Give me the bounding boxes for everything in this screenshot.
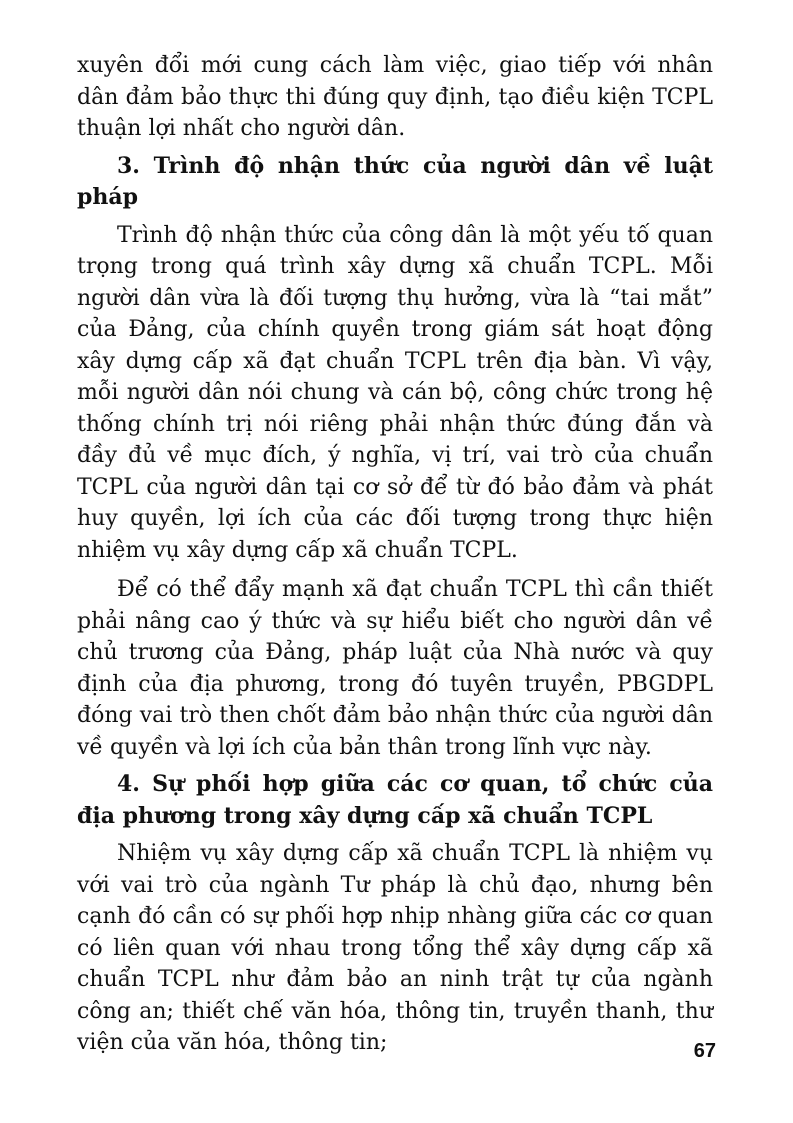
section-heading-3: 3. Trình độ nhận thức của người dân về luật pháp bbox=[77, 152, 713, 210]
paragraph-coordination: Nhiệm vụ xây dựng cấp xã chuẩn TCPL là nhiệm vụ với vai trò của ngành Tư pháp là chủ đạo, nhưng bên cạnh đó cần có sự phối hợp nhịp nhàng giữa các cơ quan có liên quan với nhau trong tổng thể xây dựng cấp xã chuẩn TCPL như đảm bảo an ninh trật tự của ngành công an; thiết chế văn hóa, thông tin, truyền thanh, thư viện của văn hóa, thông tin; bbox=[77, 841, 713, 1055]
paragraph-promotion: Để có thể đẩy mạnh xã đạt chuẩn TCPL thì cần thiết phải nâng cao ý thức và sự hiểu biết cho người dân về chủ trương của Đảng, pháp luật của Nhà nước và quy định của địa phương, trong đó tuyên truyền, PBGDPL đóng vai trò then chốt đảm bảo nhận thức của người dân về quyền và lợi ích của bản thân trong lĩnh vực này. bbox=[77, 577, 713, 760]
paragraph-awareness: Trình độ nhận thức của công dân là một yếu tố quan trọng trong quá trình xây dựng xã chuẩn TCPL. Mỗi người dân vừa là đối tượng thụ hưởng, vừa là “tai mắt” của Đảng, của chính quyền trong giám sát hoạt động xây dựng cấp xã đạt chuẩn TCPL trên địa bàn. Vì vậy, mỗi người dân nói chung và cán bộ, công chức trong hệ thống chính trị nói riêng phải nhận thức đúng đắn và đầy đủ về mục đích, ý nghĩa, vị trí, vai trò của chuẩn TCPL của người dân tại cơ sở để từ đó bảo đảm và phát huy quyền, lợi ích của các đối tượng trong thực hiện nhiệm vụ xây dựng cấp xã chuẩn TCPL. bbox=[77, 222, 713, 563]
page-number: 67 bbox=[693, 1040, 716, 1062]
paragraph-continuation: xuyên đổi mới cung cách làm việc, giao tiếp với nhân dân đảm bảo thực thi đúng quy định, tạo điều kiện TCPL thuận lợi nhất cho người dân. bbox=[77, 53, 713, 141]
page-body bbox=[77, 50, 713, 1059]
section-heading-4: 4. Sự phối hợp giữa các cơ quan, tổ chức của địa phương trong xây dựng cấp xã chuẩn TCPL bbox=[77, 771, 713, 829]
